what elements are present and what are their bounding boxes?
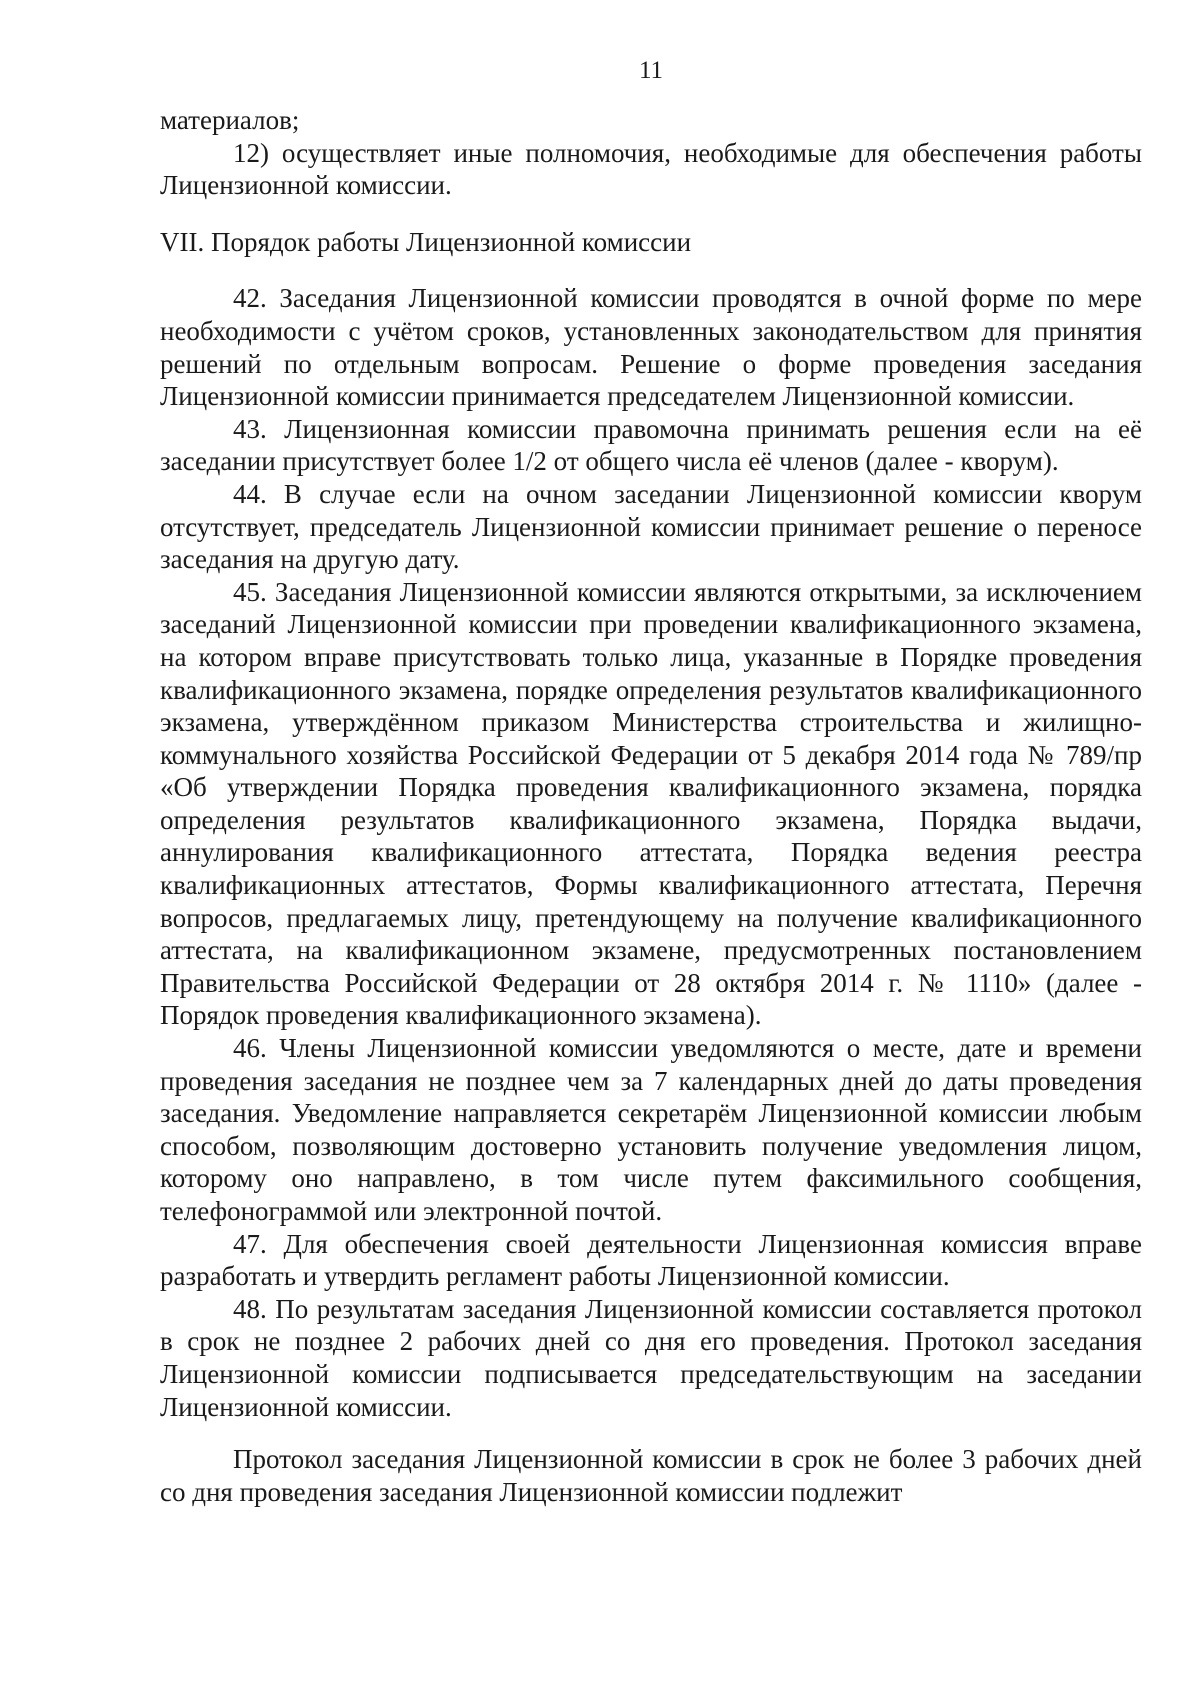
page-number: 11: [638, 57, 664, 84]
document-page: [160, 0, 1142, 1686]
paragraph-44: 44. В случае если на очном заседании Лицензионной комиссии кворум отсутствует, председатель Лицензионной комиссии принимает решение о переносе заседания на другую дату.: [160, 478, 1142, 575]
paragraph-protocol: Протокол заседания Лицензионной комиссии в срок не более 3 рабочих дней со дня проведения заседания Лицензионной комиссии подлежит: [160, 1444, 1142, 1507]
paragraph-48: 48. По результатам заседания Лицензионной комиссии составляется протокол в срок не позднее 2 рабочих дней со дня его проведения. Протокол заседания Лицензионной комиссии подписывается председательствующим на заседании Лицензионной комиссии.: [160, 1293, 1142, 1422]
paragraph-46: 46. Члены Лицензионной комиссии уведомляются о месте, дате и времени проведения заседания не позднее чем за 7 календарных дней до даты проведения заседания. Уведомление направляется секретарём Лицензионной комиссии любым способом, позволяющим достоверно установить получение уведомления лицом, которому оно направлено, в том числе путем факсимильного сообщения, телефонограммой или электронной почтой.: [160, 1033, 1142, 1226]
paragraph-continuation: материалов;: [160, 105, 300, 135]
paragraph-45: 45. Заседания Лицензионной комиссии являются открытыми, за исключением заседаний Лицензионной комиссии при проведении квалификационного экзамена, на котором вправе присутствовать только лица, указанные в Порядке проведения квалификационного экзамена, порядке определения результатов квалификационного экзамена, утверждённом приказом Министерства строительства и жилищно-коммунального хозяйства Российской Федерации от 5 декабря 2014 года № 789/пр «Об утверждении Порядка проведения квалификационного экзамена, порядка определения результатов квалификационного экзамена, Порядка выдачи, аннулирования квалификационного аттестата, Порядка ведения реестра квалификационных аттестатов, Формы квалификационного аттестата, Перечня вопросов, предлагаемых лицу, претендующему на получение квалификационного аттестата, на квалификационном экзамене, предусмотренных постановлением Правительства Российской Федерации от 28 октября 2014 г. № 1110» (далее - Порядок проведения квалификационного экзамена).: [160, 576, 1142, 1031]
paragraph-43: 43. Лицензионная комиссии правомочна принимать решения если на её заседании присутствует более 1/2 от общего числа её членов (далее - кворум).: [160, 413, 1142, 477]
document-body: [160, 104, 1142, 1508]
paragraph-47: 47. Для обеспечения своей деятельности Лицензионная комиссия вправе разработать и утвердить регламент работы Лицензионной комиссии.: [160, 1228, 1142, 1292]
paragraph-item-12: 12) осуществляет иные полномочия, необходимые для обеспечения работы Лицензионной комиссии.: [160, 137, 1142, 201]
section-heading: VII. Порядок работы Лицензионной комиссии: [160, 226, 692, 257]
paragraph-42: 42. Заседания Лицензионной комиссии проводятся в очной форме по мере необходимости с учётом сроков, установленных законодательством для принятия решений по отдельным вопросам. Решение о форме проведения заседания Лицензионной комиссии принимается председателем Лицензионной комиссии.: [160, 283, 1142, 412]
